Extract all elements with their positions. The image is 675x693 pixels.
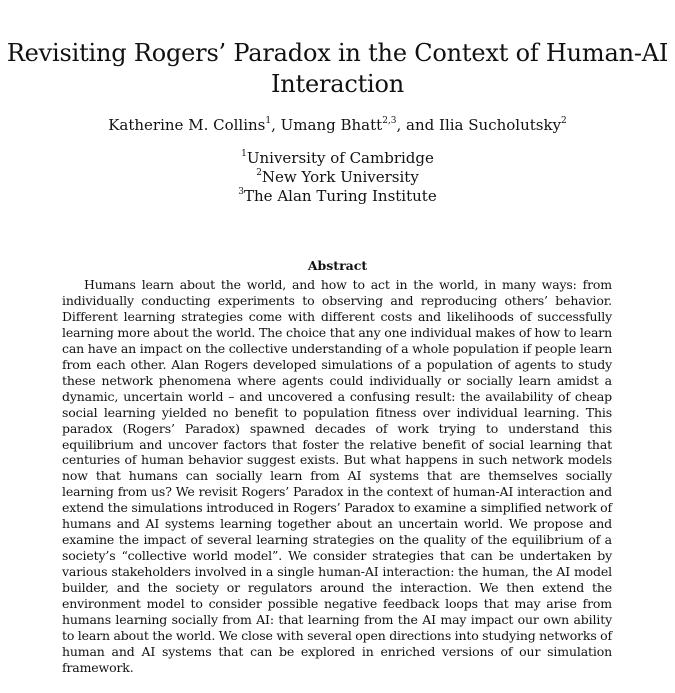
author-affil-mark: 2,3 (382, 116, 397, 126)
affiliation-name: The Alan Turing Institute (244, 187, 437, 205)
paper-title (0, 38, 675, 100)
affiliation-mark: 2 (256, 168, 262, 178)
title-line-2: Interaction (270, 70, 405, 98)
affiliation-item (0, 168, 675, 187)
affiliation-mark: 1 (241, 149, 247, 159)
affiliation-item (0, 187, 675, 206)
title-line-1: Revisiting Rogers’ Paradox in the Context of Human-AI (6, 39, 669, 67)
author-list (0, 116, 675, 134)
affiliation-list (0, 149, 675, 206)
affiliation-mark: 3 (238, 187, 245, 197)
author-affil-mark: 2 (561, 116, 567, 126)
author-affil-mark: 1 (265, 116, 272, 126)
affiliation-item (0, 149, 675, 168)
author-name: Katherine M. Collins (108, 116, 266, 134)
author-name: Umang Bhatt (280, 116, 383, 134)
author-name: Ilia Sucholutsky (439, 116, 562, 134)
affiliation-name: New York University (261, 168, 419, 186)
affiliation-name: University of Cambridge (246, 149, 434, 167)
abstract-text: Humans learn about the world, and how to act in the world, in many ways: from individually conducting experiments to observing and reproducing others’ behavior. Different learning strategies come with different costs and likelihoods of successfully learning more about the world. The choice that any one individual makes of how to learn can have an impact on the collective understanding of a whole population if people learn from each other. Alan Rogers developed simulations of a population of agents to study these network phenomena where agents could individually or socially learn amidst a dynamic, uncertain world – and uncovered a confusing result: the availability of cheap social learning yielded no benefit to population fitness over individual learning. This paradox (Rogers’ Paradox) spawned decades of work trying to understand this equilibrium and uncover factors that foster the relative benefit of social learning that centuries of human behavior suggest exists. But what happens in such network models now that humans can socially learn from AI systems that are themselves socially learning from us? We revisit Rogers’ Paradox in the context of human-AI interaction and extend the simulations introduced in Rogers’ Paradox to examine a simplified network of humans and AI systems learning together about an uncertain world. We propose and examine the impact of several learning strategies on the quality of the equilibrium of a society’s “collective world model”. We consider strategies that can be undertaken by various stakeholders involved in a single human-AI interaction: the human, the AI model builder, and the society or regulators around the interaction. We then extend the environment model to consider possible negative feedback loops that may arise from humans learning socially from AI: that learning from the AI may impact our own ability to learn about the world. We close with several open directions into studying networks of human and AI systems that can be explored in enriched versions of our simulation framework. (62, 277, 612, 675)
author-separator: , (271, 116, 281, 134)
abstract-heading: Abstract (307, 258, 368, 273)
author-separator: , and (396, 116, 440, 134)
